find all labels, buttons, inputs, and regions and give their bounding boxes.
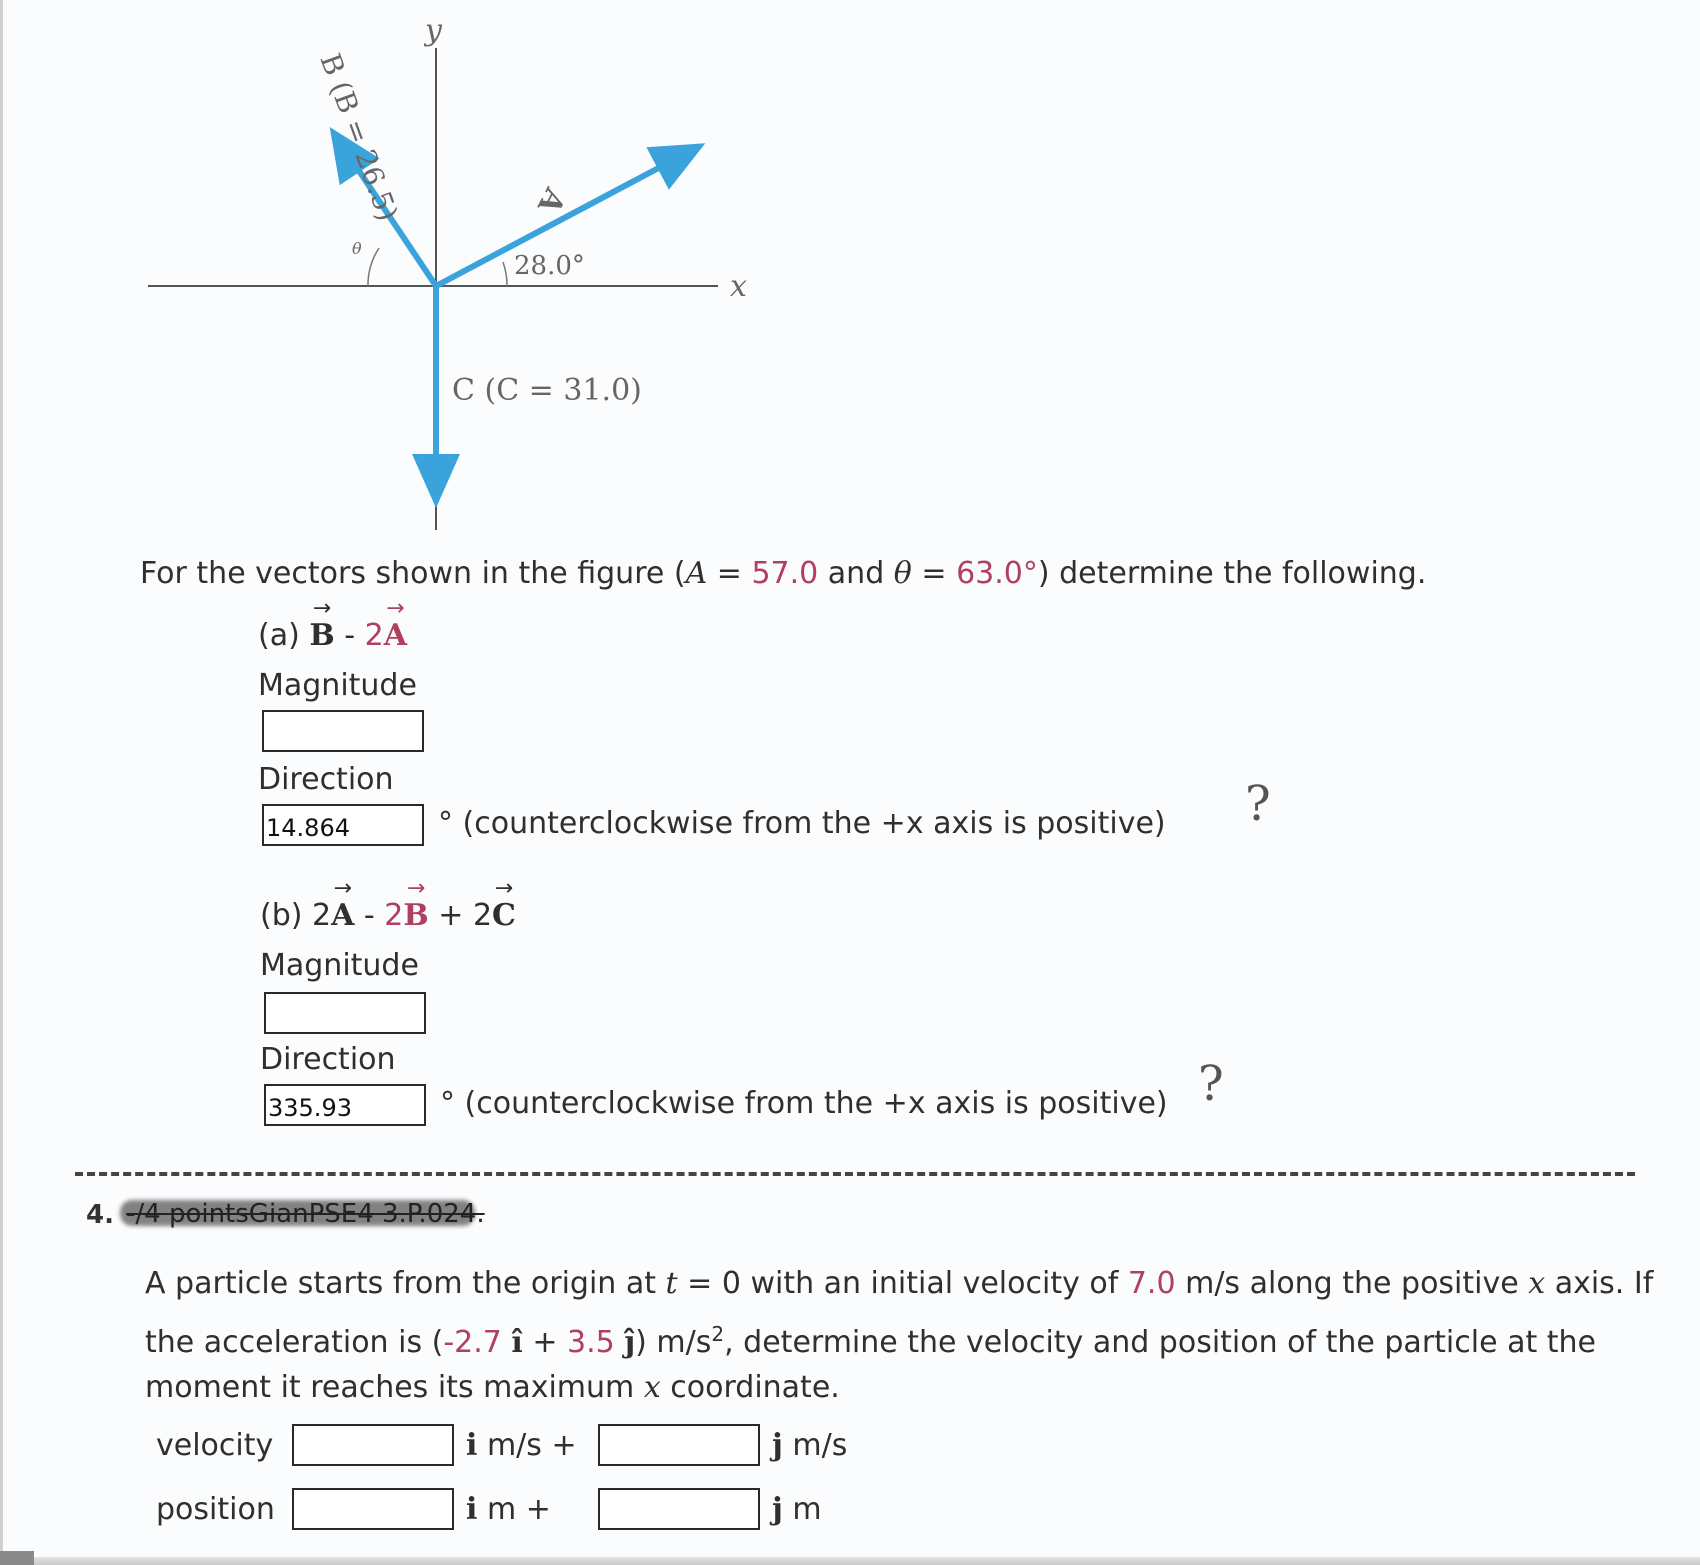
velocity-j-input[interactable] bbox=[598, 1424, 760, 1466]
part-b-prefix: (b) bbox=[260, 898, 312, 933]
theta-value: 63.0° bbox=[956, 556, 1038, 591]
l3a: moment it reaches its maximum bbox=[145, 1370, 644, 1405]
part-a-magnitude-label: Magnitude bbox=[258, 668, 417, 703]
squared: 2 bbox=[711, 1322, 725, 1346]
question4-number: 4. bbox=[86, 1200, 114, 1230]
part-a-expression bbox=[258, 618, 407, 653]
l1a: A particle starts from the origin at bbox=[145, 1266, 666, 1301]
question4-struck-header: -/4 pointsGianPSE4 3.P.024. bbox=[126, 1199, 485, 1229]
accel-x-value: -2.7 bbox=[443, 1325, 502, 1360]
and-word: and bbox=[818, 556, 894, 591]
position-j-unit-text: m bbox=[782, 1492, 822, 1527]
i-hat: î bbox=[511, 1325, 523, 1360]
a-value: 57.0 bbox=[751, 556, 819, 591]
part-a-unit-note: ° (counterclockwise from the +x axis is positive) bbox=[438, 806, 1166, 841]
coef-2: 2 bbox=[364, 618, 384, 653]
l2a: the acceleration is ( bbox=[145, 1325, 444, 1360]
plus-op-b: + bbox=[428, 898, 473, 933]
question4-line1 bbox=[145, 1266, 1653, 1301]
page-corner-shadow bbox=[0, 1551, 34, 1565]
velocity-i-unit bbox=[466, 1428, 577, 1463]
position-j-input[interactable] bbox=[598, 1488, 760, 1530]
x-symbol-2: x bbox=[643, 1370, 661, 1405]
position-i-unit-text: m + bbox=[477, 1492, 551, 1527]
part-b-direction-input[interactable] bbox=[264, 1084, 426, 1126]
section-divider bbox=[75, 1172, 1635, 1176]
velocity-i-unit-text: m/s + bbox=[477, 1428, 577, 1463]
x-axis-label: x bbox=[730, 269, 747, 304]
part-a-direction-input[interactable] bbox=[262, 804, 424, 846]
position-label: position bbox=[156, 1492, 275, 1527]
coef3: 2 bbox=[472, 898, 493, 933]
question3-intro bbox=[140, 556, 1426, 591]
part-a-direction-label: Direction bbox=[258, 762, 394, 797]
part-b-magnitude-input[interactable] bbox=[264, 992, 426, 1034]
theta-label: θ bbox=[352, 239, 362, 258]
vector-c-symbol-b: → C bbox=[492, 898, 516, 933]
vector-c-label: C (C = 31.0) bbox=[452, 373, 642, 408]
part-b-direction-label: Direction bbox=[260, 1042, 396, 1077]
eq2: = bbox=[911, 556, 957, 591]
handwritten-question-mark-b: ? bbox=[1198, 1056, 1224, 1112]
vector-b-label: B (B = 26.5) bbox=[313, 49, 405, 226]
angle-arc-a bbox=[503, 262, 507, 286]
coef1: 2 bbox=[312, 898, 332, 933]
page-bottom-edge bbox=[0, 1557, 1700, 1565]
l1c: m/s along the positive bbox=[1175, 1266, 1529, 1301]
eq1: = bbox=[707, 556, 752, 591]
coef2: 2 bbox=[384, 898, 404, 933]
minus-op: - bbox=[334, 618, 365, 653]
part-b-unit-note: ° (counterclockwise from the +x axis is positive) bbox=[440, 1086, 1168, 1121]
l2c: , determine the velocity and position of the particle at the bbox=[724, 1325, 1596, 1360]
position-i-unit bbox=[466, 1492, 551, 1527]
t-symbol: t bbox=[665, 1266, 678, 1301]
vector-b-symbol: → B bbox=[309, 618, 334, 653]
x-symbol: x bbox=[1528, 1266, 1546, 1301]
velocity-i-bold: i bbox=[466, 1428, 478, 1463]
question4-line2 bbox=[145, 1322, 1596, 1360]
l3b: coordinate. bbox=[660, 1370, 840, 1405]
minus-op-b: - bbox=[354, 898, 385, 933]
velocity-j-unit bbox=[772, 1428, 847, 1463]
l2b: ) m/s bbox=[635, 1325, 712, 1360]
question4-line3 bbox=[145, 1370, 840, 1405]
intro-end: ) determine the following. bbox=[1037, 556, 1427, 591]
angle-28-label: 28.0° bbox=[514, 251, 585, 281]
vector-b-symbol-b: → B bbox=[403, 898, 428, 933]
part-a-magnitude-input[interactable] bbox=[262, 710, 424, 752]
velocity-i-input[interactable] bbox=[292, 1424, 454, 1466]
vector-a-label: A bbox=[530, 182, 573, 220]
vector-a-symbol: → A bbox=[384, 618, 407, 653]
angle-arc-theta bbox=[368, 248, 379, 286]
theta-symbol: θ bbox=[893, 556, 912, 591]
part-b-magnitude-label: Magnitude bbox=[260, 948, 419, 983]
position-j-bold: j bbox=[772, 1492, 783, 1527]
position-i-bold: i bbox=[466, 1492, 478, 1527]
vector-a-symbol-b: → A bbox=[331, 898, 354, 933]
velocity-j-bold: j bbox=[772, 1428, 783, 1463]
intro-start: For the vectors shown in the figure ( bbox=[140, 556, 686, 591]
accel-y-value: 3.5 bbox=[567, 1325, 615, 1360]
velocity-j-unit-text: m/s bbox=[782, 1428, 848, 1463]
l1d: axis. If bbox=[1545, 1266, 1654, 1301]
velocity-label: velocity bbox=[156, 1428, 274, 1463]
plus: + bbox=[522, 1325, 568, 1360]
initial-velocity-value: 7.0 bbox=[1127, 1266, 1176, 1301]
part-b-expression bbox=[260, 898, 516, 933]
vector-figure bbox=[0, 0, 1700, 560]
y-axis-label: y bbox=[425, 13, 442, 48]
position-i-input[interactable] bbox=[292, 1488, 454, 1530]
position-j-unit bbox=[772, 1492, 822, 1527]
j-hat: ĵ bbox=[624, 1325, 636, 1360]
part-a-prefix: (a) bbox=[258, 618, 310, 653]
handwritten-question-mark-a: ? bbox=[1245, 776, 1271, 832]
l1b: = 0 with an initial velocity of bbox=[677, 1266, 1128, 1301]
a-symbol: A bbox=[685, 556, 708, 591]
